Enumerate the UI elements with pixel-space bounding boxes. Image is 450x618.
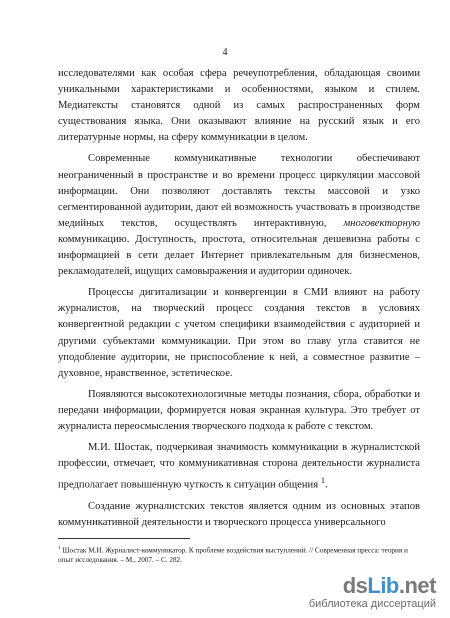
- watermark-tagline: библиотека диссертаций: [308, 598, 436, 610]
- footnote-reference[interactable]: 1: [320, 475, 326, 486]
- body-text: [58, 66, 420, 531]
- paragraph-5: М.И. Шостак, подчеркивая значимость коммуникации в журналистской профессии, отмечает, что коммуникативная сторона деятельности журналиста предполагает повышенную чуткость к ситуации общения $^1$.: [58, 442, 420, 491]
- paragraph-2: [58, 151, 420, 280]
- footnote-divider: [58, 538, 190, 539]
- watermark-logo: [309, 575, 436, 597]
- footnotes: [58, 544, 420, 565]
- watermark-logo-lib: Lib: [367, 573, 399, 598]
- watermark-logo-ds: ds: [342, 573, 368, 598]
- paragraph-6: Создание журналистских текстов является одним из основных этапов коммуникативной деятельности и творческого процесса универсального: [58, 500, 420, 528]
- paragraph-5-text: М.И. Шостак, подчеркивая значимость коммуникации в журналистской профессии, отмечает, что коммуникативная сторона деятельности журналиста предполагает повышенную чуткость к ситуации общения: [58, 442, 420, 491]
- page-number: 4: [222, 47, 228, 58]
- watermark-logo-net: .net: [398, 573, 436, 598]
- paragraph-4: Появляются высокотехнологичные методы познания, сбора, обработки и передачи информации, формируется новая экранная культура. Это требует от журналиста переосмысления творческого подхода к работе с текстом.: [58, 388, 420, 432]
- paragraph-2-continuation: коммуникацию. Доступность, простота, относительная дешевизна работы с информацией в сети делает Интернет привлекательным для бизнесменов, рекламодателей, ищущих самовыражения и аудитории одиночек.: [58, 233, 420, 278]
- emphasis-word: многовекторную: [343, 217, 420, 229]
- footnote-text: Шостак М.И. Журналист-коммуникатор. К проблеме воздействия выступлений. // Современная пресса: теория и опыт исследования. – М., 2007. – С. 282.: [58, 546, 408, 565]
- paragraph-1: исследователями как особая сфера речеупотребления, обладающая своими уникальными характеристиками и особенностями, языком и стилем. Медиатексты становятся одной из самых распространенных форм существования языка. Они оказывают влияние на русский язык и его литературные нормы, на сферу коммуникации в целом.: [58, 68, 420, 144]
- footnote-mark: 1: [58, 546, 61, 551]
- watermark: [309, 575, 436, 610]
- paragraph-2-text: Современные коммуникативные технологии обеспечивают неограниченный в пространстве и во времени процесс циркуляции массовой информации. Они позволяют доставлять тексты массовой и узко сегментированной аудитории, дают ей возможность участвовать в производстве медийных текстов, осуществлять интерактивную,: [58, 153, 420, 229]
- paragraph-3: Процессы дигитализации и конвергенции в СМИ влияют на работу журналистов, на творческий процесс создания текстов в условиях конвергентной редакции с учетом специфики взаимодействия с аудиторией и другими субъектами коммуникации. При этом во главу угла ставится не уподобление аудитории, не приспособление к ней, а совместное развитие – духовное, нравственное, эстетическое.: [58, 287, 420, 379]
